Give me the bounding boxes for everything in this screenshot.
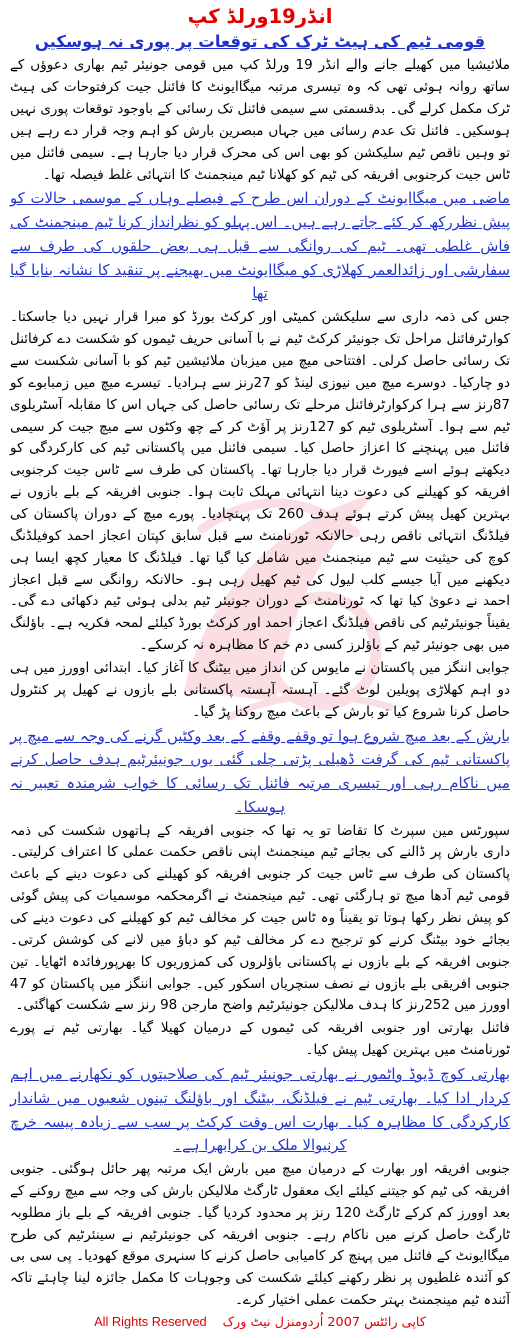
article-paragraph: فائنل بھارتی اور جنوبی افریقہ کی ٹیموں کے درمیان کھیلا گیا۔ بھارتی ٹیم نے پورے ٹورنامنٹ میں بہترین کھیل پیش کیا۔ [10,1020,510,1059]
article-title: انڈر19ورلڈ کپ [187,5,333,28]
highlighted-paragraph: بارش کے بعد میچ شروع ہوا تو وقفے وقفے کے بعد وکٹیں گرنے کی وجہ سے میچ پر پاکستانی ٹیم کی گرفت ڈھیلی پڑتی چلی گئی یوں جونیئرٹیم ہدف حاصل کرنے میں ناکام رہی اور تیسری مرتبہ فائنل تک رسائی کا خواب شرمندہ تعبیر نہ ہوسکا۔ [10,726,510,816]
article-paragraph: ملائیشیا میں کھیلے جانے والے انڈر 19 ورلڈ کپ میں قومی جونیئر ٹیم بھاری دعوؤں کے ساتھ روانہ ہوئی تھی کہ وہ تیسری مرتبہ میگاایونٹ کا فائنل جیت کرفتوحات کی ہیٹ ٹرک مکمل کرلے گی۔ بدقسمتی سے سیمی فائنل تک رسائی کے باوجود توقعات پوری نہیں ہوسکیں۔ فائنل تک عدم رسائی میں جہاں مبصرین بارش کو اہم وجہ قرار دے رہے ہیں تو وہیں ناقص ٹیم سلیکشن کو بھی اس کی محرک قرار دیا جارہا ہے۔ سیمی فائنل میں ٹاس جیت کرجنوبی افریقہ کی ٹیم کو کھلانا ٹیم مینجمنٹ کا انتہائی غلط فیصلہ تھا۔ [10,57,511,183]
copyright-text: کاپی رائٹس 2007 اُردومنزل نیٹ ورک [222,1315,426,1331]
highlighted-paragraph: بھارتی کوچ ڈیوڈ واٹمور نے بھارتی جونیئر ٹیم کی صلاحیتوں کو نکھارنے میں اہم کردار ادا کیا۔ بھارتی ٹیم نے فیلڈنگ، بیٹنگ اور باؤلنگ تینوں شعبوں میں شاندار کارکردگی کا مظاہرہ کیا۔ بھارت اس وقت کرکٹ پر سب سے زیادہ پیسہ خرچ کرنیوالا ملک بن کرابھرا ہے۔ [10,1065,510,1155]
article-paragraph: سپورٹس مین سپرٹ کا تقاضا تو یہ تھا کہ جنوبی افریقہ کے ہاتھوں شکست کی ذمہ داری بارش پر ڈالنے کی بجائے ٹیم مینجمنٹ اپنی ناقص حکمت عملی کا اعتراف کرلیتی۔ پاکستان کی طرف سے ٹاس جیت کر جنوبی افریقہ کو کھیلنے کی دعوت دینے کے باعث قومی ٹیم آدھا میچ تو ہارگئی تھی۔ ٹیم مینجمنٹ نے اگرمحکمہ موسمیات کی پیش گوئی کو پیش نظر رکھا ہوتا تو یقیناً وہ ٹاس جیت کر مخالف ٹیم کو کھیلنے کی دعوت دینے کی بجائے خود بیٹنگ کرنے کو ترجیح دے کر مخالف ٹیم کو دباؤ میں لانے کی کوشش کرتی۔ جنوبی افریقہ کے بلے بازوں نے پاکستانی باؤلروں کی کمزوریوں کا بھرپورفائدہ اٹھایا۔ تین جنوبی افریقی بلے بازوں نے نصف سنچریاں اسکور کیں۔ جوابی اننگز میں پاکستان کو 47 اوورز میں 252رنز کا ہدف ملالیکن جونیئرٹیم واضح مارجن 98 رنز سے شکست کھاگئی۔ [10,822,510,1014]
article-subtitle: قومی ٹیم کی ہیٹ ٹرک کی توقعات پر پوری نہ ہوسکیں [34,32,486,52]
article-paragraph: جس کی ذمہ داری سے سلیکشن کمیٹی اور کرکٹ بورڈ کو مبرا قرار نہیں دیا جاسکتا۔ کوارٹرفائنل مراحل تک جونیئر کرکٹ ٹیم نے با آسانی حریف ٹیموں کو شکست دے کرفائنل تک رسائی حاصل کرلی۔ افتتاحی میچ میں میزبان ملائیشین ٹیم کو با آسانی شکست سے دو چارکیا۔ دوسرے میچ میں نیوزی لینڈ کو 27رنز سے ہرادیا۔ تیسرے میچ میں زمبابوے کو 87رنز سے ہرا کرکوارٹرفائنل مرحلے تک رسائی حاصل کی جہاں اس کا مقابلہ آسٹریلوی ٹیم سے ہوا۔ آسٹریلوی ٹیم کو 127رنز پر آؤٹ کر کے چھ وکٹوں سے میچ جیت کر سیمی فائنل میں پہنچنے کا اعزاز حاصل کیا۔ سیمی فائنل میں پاکستانی ٹیم کی کارکردگی کو دیکھتے ہوئے اسے فیورٹ قرار دیا جارہا تھا۔ پاکستان کی طرف سے ٹاس جیت کرجنوبی افریقہ کو کھیلنے کی دعوت دینا انتہائی مہلک ثابت ہوا۔ جنوبی افریقہ کے بلے بازوں نے بہترین کھیل پیش کرتے ہوئے ہدف 260 تک پہنچادیا۔ پورے میچ کے دوران پاکستان کی فیلڈنگ انتہائی ناقص رہی حالانکہ ٹورنامنٹ سے قبل سابق کپتان اعجاز احمد کوفیلڈنگ کوچ کی حیثیت سے ٹیم مینجمنٹ میں شامل کیا گیا تھا۔ فیلڈنگ کا معیار کچھ ایسا ہی دیکھنے میں آیا جیسے کلب لیول کی ٹیم کھیل رہی ہو۔ حالانکہ روانگی سے قبل اعجاز احمد نے دعویٰ کیا تھا کہ ٹورنامنٹ کے دوران جونیئر ٹیم بدلی ہوئی ٹیم دکھائی دے گی۔ یقیناً جونیئرٹیم کی ناقص فیلڈنگ اعجاز احمد اور کرکٹ بورڈ کیلئے لمحہ فکریہ ہے۔ باؤلنگ میں بھی جونیئر ٹیم کے باؤلرز کسی دم خم کا مظاہرہ نہ کرسکے۔ [10,309,511,654]
copyright-footer [10,1313,510,1332]
article-paragraph: جوابی اننگز میں پاکستان نے مایوس کن انداز میں بیٹنگ کا آغاز کیا۔ ابتدائی اوورز میں ہی دو اہم کھلاڑی پویلین لوٹ گئے۔ آہستہ آہستہ پاکستانی بلے بازوں نے کھیل پر کنٹرول حاصل کرنا شروع کیا تو بارش کے باعث میچ روکنا پڑ گیا۔ [10,659,510,720]
rights-reserved-text: All Rights Reserved [94,1314,207,1330]
article-paragraph: جنوبی افریقہ اور بھارت کے درمیان میچ میں بارش ایک مرتبہ پھر حائل ہوگئی۔ جنوبی افریقہ کی ٹیم کو جیتنے کیلئے ایک معقول ٹارگٹ ملالیکن بارش کی وجہ سے میچ روکنے کے بعد اوورز کم کرکے ٹارگٹ 120 رنز پر محدود کردیا گیا۔ جنوبی افریقہ کے بلے باز مطلوبہ ٹارگٹ حاصل کرنے میں ناکام رہے۔ جنوبی افریقہ کی جونیئرٹیم نے سینئرٹیم کی طرح میگاایونٹ کے فائنل میں پہنچ کر کامیابی حاصل کرنے کا سنہری موقع کھودیا۔ پی سی بی کو آئندہ غلطیوں پر نظر رکھنے کیلئے شکست کی وجوہات کا مکمل جائزہ لینا چاہئے تاکہ آئندہ ٹیم مینجمنٹ بہتر حکمت عملی اختیار کرے۔ [10,1161,510,1309]
highlighted-paragraph: ماضی میں میگاایونٹ کے دوران اس طرح کے فیصلے وہاں کے موسمی حالات کو پیش نظررکھ کر کئے جاتے رہے ہیں۔ اس پہلو کو نظرانداز کرنا ٹیم مینجمنٹ کی فاش غلطی تھی۔ ٹیم کی روانگی سے قبل ہی بعض حلقوں کی طرف سے سفارشی اور زائدالعمر کھلاڑی کو میگاایونٹ میں بھیجنے پر تنقید کا نشانہ بنایا گیا تھا [10,189,510,303]
